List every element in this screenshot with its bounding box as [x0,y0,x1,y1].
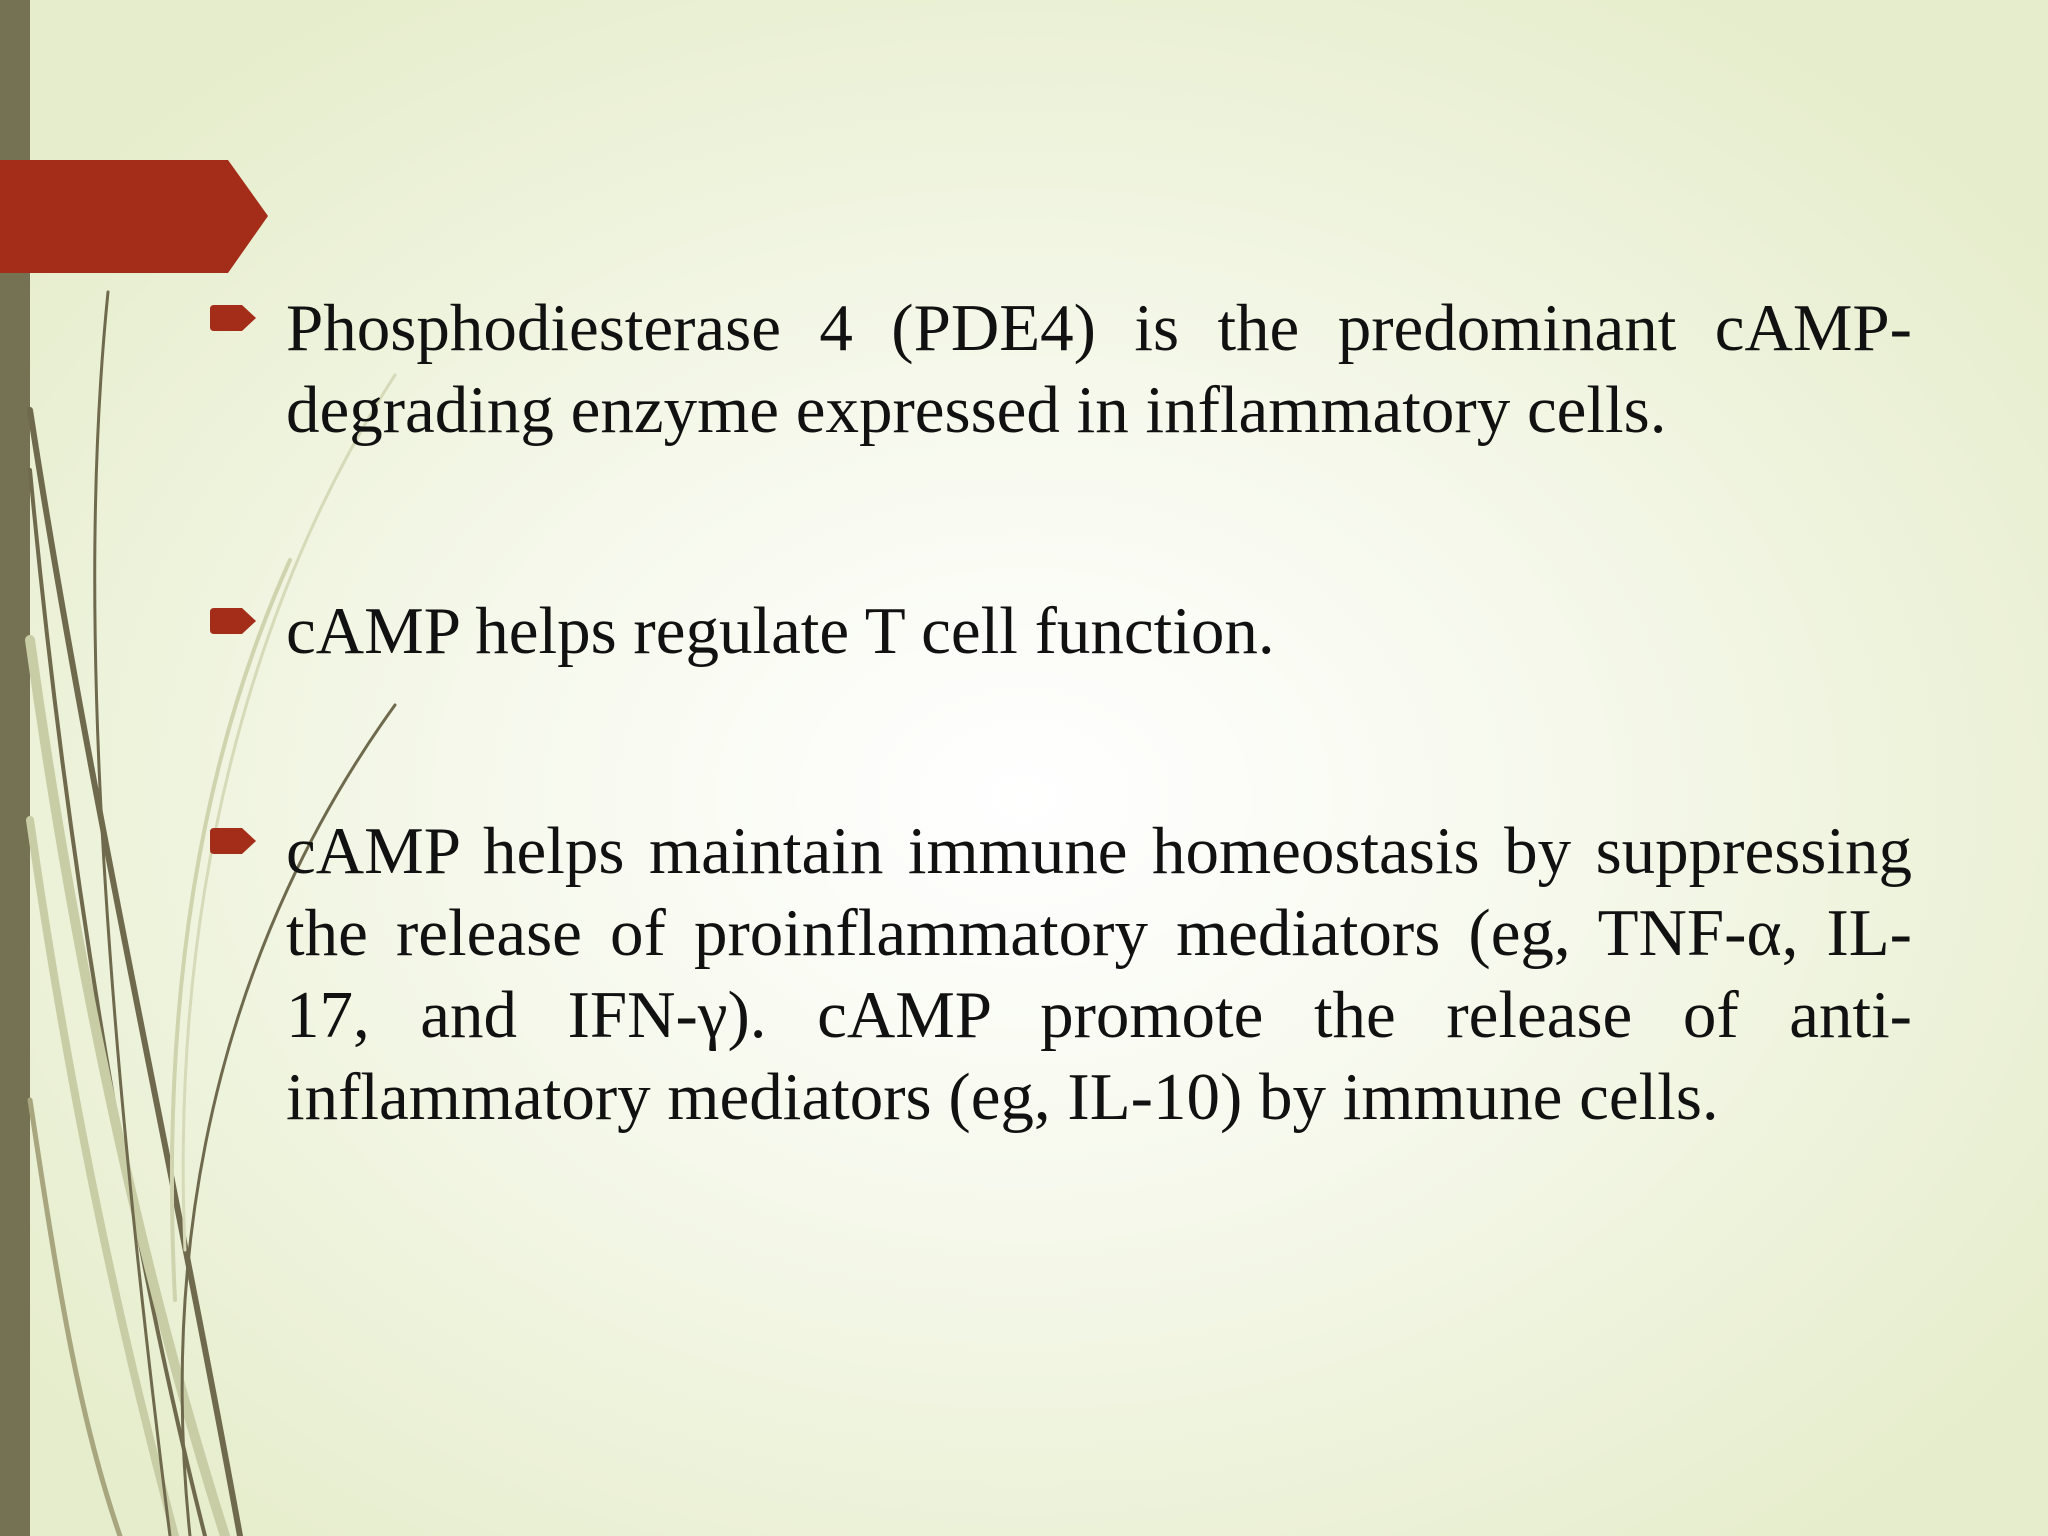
bullet-text: Phosphodiesterase 4 (PDE4) is the predominant cAMP-degrading enzyme expressed in inflammatory cells. [286,291,1912,447]
bullet-text: cAMP helps regulate T cell function. [286,594,1275,668]
arrow-bullet-icon [210,828,256,854]
arrow-bullet-icon [210,305,256,331]
bullet-text: cAMP helps maintain immune homeostasis by suppressing the release of proinflammatory mediators (eg, TNF-α, IL-17, and IFN-γ). cAMP promote the release of anti-inflammatory mediators (eg, IL-10) by immune cells. [286,814,1912,1134]
arrow-bullet-icon [210,608,256,634]
